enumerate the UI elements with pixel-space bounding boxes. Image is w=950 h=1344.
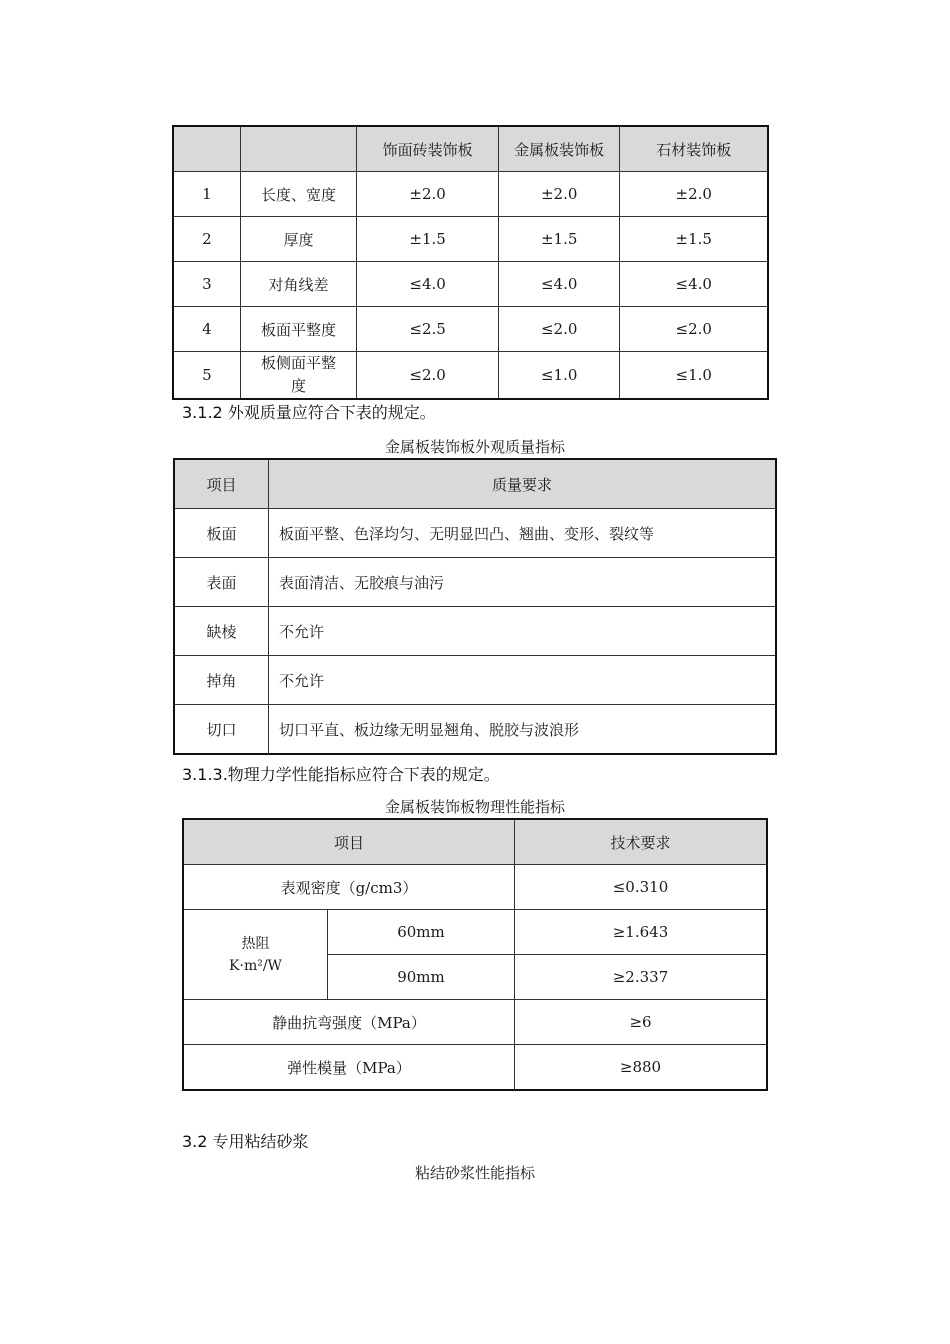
row-number: 5: [173, 352, 240, 400]
row-item: 静曲抗弯强度（MPa）: [183, 1000, 515, 1045]
table-row: [173, 262, 768, 307]
table-caption: 金属板装饰板物理性能指标: [384, 798, 565, 816]
row-number: 2: [173, 217, 240, 262]
table-row: [183, 910, 767, 955]
row-item: 切口: [174, 705, 269, 755]
table-cell: ≥1.643: [515, 910, 768, 955]
thickness-cell: 60mm: [328, 910, 515, 955]
section-heading-3-1-2: 3.1.2 外观质量应符合下表的规定。: [182, 403, 436, 422]
table-cell: ≥2.337: [515, 955, 768, 1000]
table-cell: ≤2.0: [498, 307, 620, 352]
table-cell: ≤4.0: [498, 262, 620, 307]
table-cell: ≤1.0: [620, 352, 768, 400]
table-cell: ≥880: [515, 1045, 768, 1091]
table-cell: 切口平直、板边缘无明显翘角、脱胶与波浪形: [269, 705, 777, 755]
thickness-cell: 90mm: [328, 955, 515, 1000]
table-cell: ±1.5: [620, 217, 768, 262]
table-row: [183, 1000, 767, 1045]
row-item: 表面: [174, 558, 269, 607]
table-cell: 不允许: [269, 656, 777, 705]
row-item: 板面: [174, 509, 269, 558]
table-header-row: [183, 819, 767, 865]
row-item: 表观密度（g/cm3）: [183, 865, 515, 910]
row-item: 板侧面平整度: [240, 352, 357, 400]
table-cell: ±2.0: [498, 172, 620, 217]
table-cell: 板面平整、色泽均匀、无明显凹凸、翘曲、变形、裂纹等: [269, 509, 777, 558]
table-cell: ≤2.5: [357, 307, 499, 352]
row-item: 板面平整度: [240, 307, 357, 352]
table-row: [183, 865, 767, 910]
header-cell: 技术要求: [515, 819, 768, 865]
thermal-resistance-label: [183, 910, 328, 1000]
row-item: 缺棱: [174, 607, 269, 656]
table-cell: ±1.5: [498, 217, 620, 262]
table-row: [174, 705, 776, 755]
table-row: [174, 558, 776, 607]
header-cell: 项目: [183, 819, 515, 865]
row-item: 弹性模量（MPa）: [183, 1045, 515, 1091]
section-heading-3-2: 3.2 专用粘结砂浆: [182, 1132, 309, 1151]
row-item: 长度、宽度: [240, 172, 357, 217]
table-row: [174, 607, 776, 656]
table-row: [173, 172, 768, 217]
header-cell: [173, 126, 240, 172]
table-cell: ≤4.0: [357, 262, 499, 307]
thermal-unit-line: K·m²/W: [229, 957, 282, 974]
appearance-quality-table: [173, 458, 777, 755]
physical-performance-table: [182, 818, 768, 1091]
table-row: [174, 656, 776, 705]
table-row: [174, 509, 776, 558]
table-header-row: [174, 459, 776, 509]
table-caption: 金属板装饰板外观质量指标: [384, 438, 565, 456]
row-item: 对角线差: [240, 262, 357, 307]
header-cell: [240, 126, 357, 172]
table-cell: ≤0.310: [515, 865, 768, 910]
header-cell: 石材装饰板: [620, 126, 768, 172]
row-item: 厚度: [240, 217, 357, 262]
table-cell: 不允许: [269, 607, 777, 656]
table-cell: ±2.0: [620, 172, 768, 217]
table-cell: ±2.0: [357, 172, 499, 217]
table-cell: 表面清洁、无胶痕与油污: [269, 558, 777, 607]
table-header-row: [173, 126, 768, 172]
thermal-label-line: 热阻: [241, 935, 270, 952]
row-number: 3: [173, 262, 240, 307]
table-cell: ≤4.0: [620, 262, 768, 307]
table-row: [173, 352, 768, 400]
header-cell: 质量要求: [269, 459, 777, 509]
dimension-tolerance-table: [172, 125, 769, 400]
table-cell: ≥6: [515, 1000, 768, 1045]
table-cell: ≤2.0: [620, 307, 768, 352]
table-cell: ±1.5: [357, 217, 499, 262]
table-row: [173, 217, 768, 262]
row-item: 掉角: [174, 656, 269, 705]
table-cell: ≤1.0: [498, 352, 620, 400]
header-cell: 项目: [174, 459, 269, 509]
table-row: [183, 1045, 767, 1091]
table-caption: 粘结砂浆性能指标: [414, 1164, 535, 1182]
header-cell: 金属板装饰板: [498, 126, 620, 172]
section-heading-3-1-3: 3.1.3.物理力学性能指标应符合下表的规定。: [182, 765, 500, 784]
table-row: [173, 307, 768, 352]
header-cell: 饰面砖装饰板: [357, 126, 499, 172]
row-number: 1: [173, 172, 240, 217]
table-cell: ≤2.0: [357, 352, 499, 400]
row-number: 4: [173, 307, 240, 352]
